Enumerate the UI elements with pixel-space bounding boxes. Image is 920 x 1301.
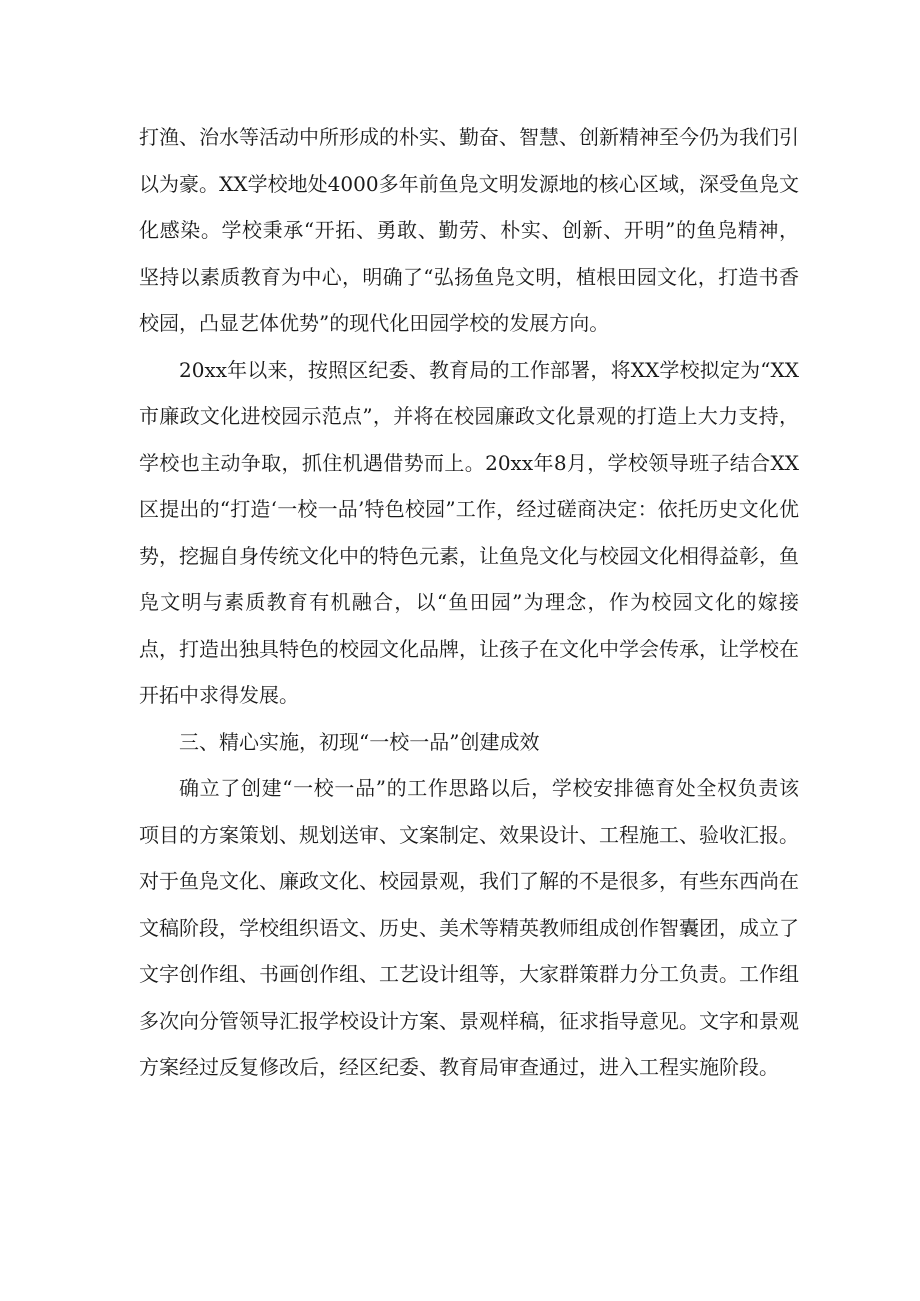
paragraph-school-designation: 20xx年以来，按照区纪委、教育局的工作部署，将XX学校拟定为“XX市廉政文化进校园示范点”，并将在校园廉政文化景观的打造上大力支持，学校也主动争取，抓住机遇借势而上。20xx年8月，学校领导班子结合XX区提出的“打造‘一校一品’特色校园”工作，经过磋商决定：依托历史文化优势，挖掘自身传统文化中的特色元素，让鱼凫文化与校园文化相得益彰，鱼凫文明与素质教育有机融合，以“鱼田园”为理念，作为校园文化的嫁接点，打造出独具特色的校园文化品牌，让孩子在文化中学会传承，让学校在开拓中求得发展。 [139,357,799,707]
paragraph-continuation: 打渔、治水等活动中所形成的朴实、勤奋、智慧、创新精神至今仍为我们引以为豪。XX学校地处4000多年前鱼凫文明发源地的核心区域，深受鱼凫文化感染。学校秉承“开拓、勇敢、勤劳、朴实、创新、开明”的鱼凫精神，坚持以素质教育为中心，明确了“弘扬鱼凫文明，植根田园文化，打造书香校园，凸显艺体优势”的现代化田园学校的发展方向。 [139,125,799,335]
paragraph-implementation: 确立了创建“一校一品”的工作思路以后，学校安排德育处全权负责该项目的方案策划、规划送审、文案制定、效果设计、工程施工、验收汇报。对于鱼凫文化、廉政文化、校园景观，我们了解的不是很多，有些东西尚在文稿阶段，学校组织语文、历史、美术等精英教师组成创作智囊团，成立了文字创作组、书画创作组、工艺设计组等，大家群策群力分工负责。工作组多次向分管领导汇报学校设计方案、景观样稿，征求指导意见。文字和景观方案经过反复修改后，经区纪委、教育局审查通过，进入工程实施阶段。 [139,776,799,1079]
section-heading: 三、精心实施，初现“一校一品”创建成效 [179,729,540,754]
document-body [139,114,799,1091]
